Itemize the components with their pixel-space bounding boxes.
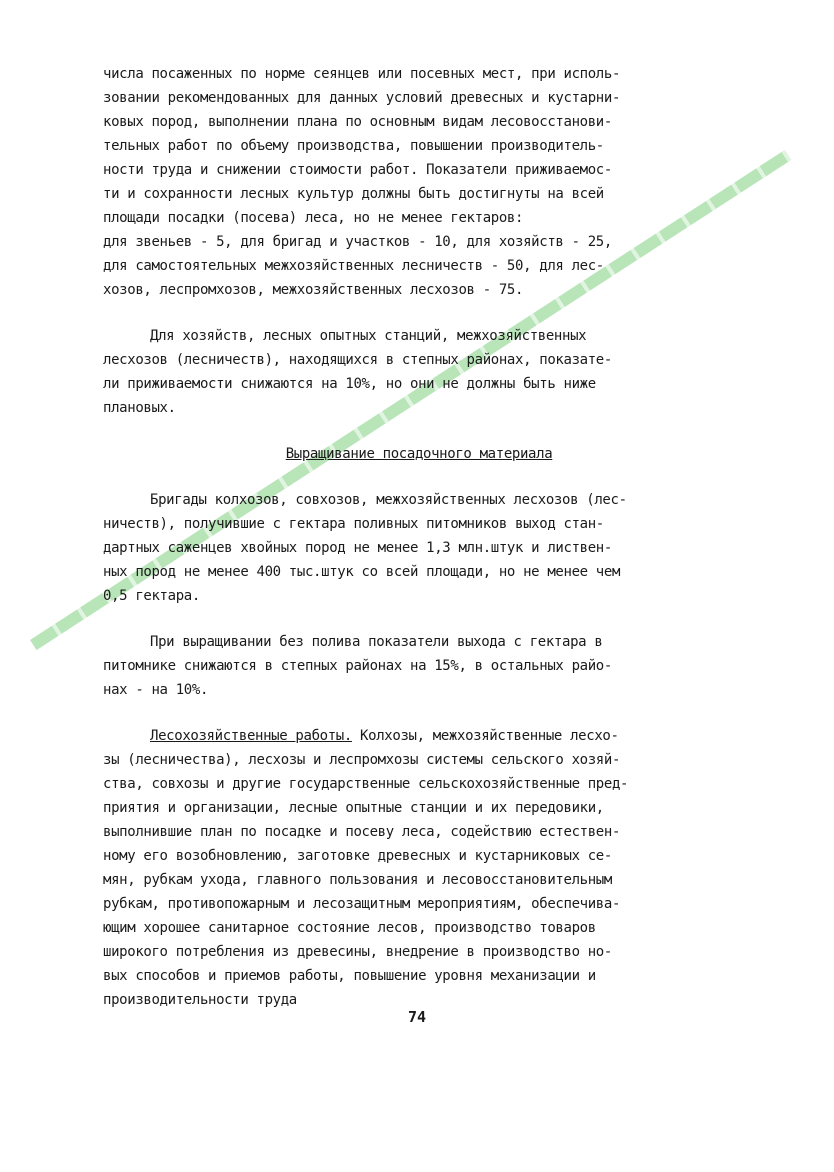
text-line: Бригады колхозов, совхозов, межхозяйственных лесхозов (лес- [150,492,627,508]
text-line: ющим хорошее санитарное состояние лесов, производство товаров [103,920,596,936]
paragraph-1 [103,62,735,302]
text-line: ства, совхозы и другие государственные сельскохозяйственные пред- [103,776,629,792]
text-line: тельных работ по объему производства, повышении производитель- [103,138,604,154]
text-line [103,724,735,748]
text-line: площади посадки (посева) леса, но не менее гектаров: [103,210,524,226]
text-line: для звеньев - 5, для бригад и участков - 10, для хозяйств - 25, [103,234,612,250]
text-line: дартных саженцев хвойных пород не менее 1,3 млн.штук и листвен- [103,540,612,556]
page-number: 74 [407,1008,427,1026]
text-line: При выращивании без полива показатели выхода с гектара в [150,634,603,650]
text-line: вых способов и приемов работы, повышение уровня механизации и [103,968,596,984]
text-line: зы (лесничества), лесхозы и леспромхозы системы сельского хозяй- [103,752,621,768]
document-body [103,62,735,1012]
text-line: нах - на 10%. [103,682,209,698]
text-line: рубкам, противопожарным и лесозащитным мероприятиям, обеспечива- [103,896,621,912]
paragraph-3 [103,488,735,608]
section-heading: Выращивание посадочного материала [285,446,553,462]
text-line: ковых пород, выполнении плана по основным видам лесовосстанови- [103,114,612,130]
text-line: Для хозяйств, лесных опытных станций, межхозяйственных [150,328,587,344]
spacer [103,466,735,488]
paragraph-5 [103,724,735,1012]
text-line: плановых. [103,400,176,416]
text-line: ли приживаемости снижаются на 10%, но они не должны быть ниже [103,376,596,392]
text-line: ничеств), получившие с гектара поливных питомников выход стан- [103,516,604,532]
text-line: выполнившие план по посадке и посеву леса, содействию естествен- [103,824,621,840]
text-line: хозов, леспромхозов, межхозяйственных лесхозов - 75. [103,282,524,298]
text-line: ти и сохранности лесных культур должны быть достигнуты на всей [103,186,604,202]
text-line: числа посаженных по норме сеянцев или посевных мест, при исполь- [103,66,621,82]
text-line: 0,5 гектара. [103,588,200,604]
spacer [103,702,735,724]
spacer [103,420,735,442]
subsection-title: Лесохозяйственные работы. [150,728,352,744]
paragraph-2 [103,324,735,420]
spacer [103,302,735,324]
text-line: ных пород не менее 400 тыс.штук со всей площади, но не менее чем [103,564,621,580]
paragraph-4 [103,630,735,702]
text-line: для самостоятельных межхозяйственных лесничеств - 50, для лес- [103,258,604,274]
text-fragment: Колхозы, межхозяйственные лесхо- [351,728,619,744]
text-line: широкого потребления из древесины, внедрение в производство но- [103,944,612,960]
spacer [103,608,735,630]
text-line: мян, рубкам ухода, главного пользования и лесовосстановительным [103,872,612,888]
text-line: производительности труда [103,992,297,1008]
text-line: ности труда и снижении стоимости работ. Показатели приживаемос- [103,162,612,178]
text-line: приятия и организации, лесные опытные станции и их передовики, [103,800,604,816]
text-line: зовании рекомендованных для данных условий древесных и кустарни- [103,90,621,106]
text-line: питомнике снижаются в степных районах на 15%, в остальных райо- [103,658,612,674]
text-line: лесхозов (лесничеств), находящихся в степных районах, показате- [103,352,612,368]
text-line: ному его возобновлению, заготовке древесных и кустарниковых се- [103,848,612,864]
